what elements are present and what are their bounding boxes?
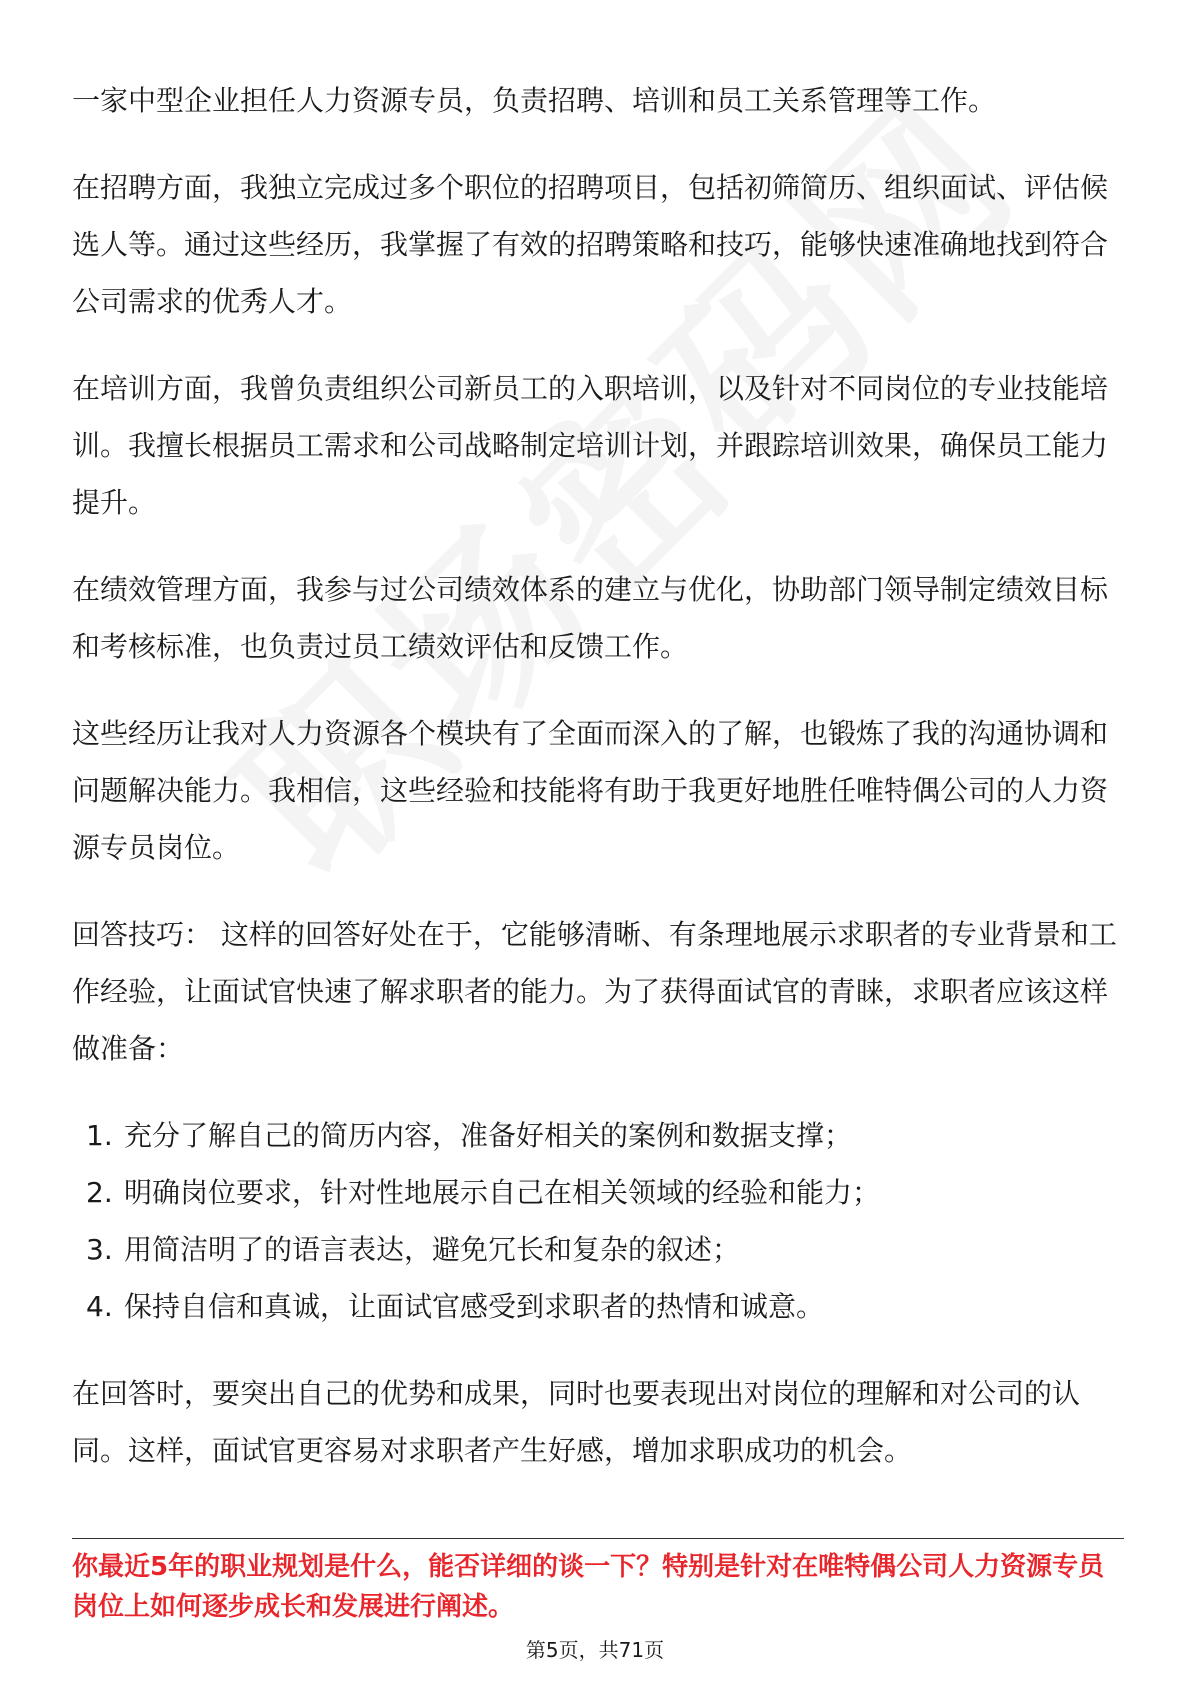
list-item [72,1221,1124,1278]
paragraph: 一家中型企业担任人力资源专员，负责招聘、培训和员工关系管理等工作。 [72,84,997,117]
list-number: 1. [86,1119,113,1152]
document-body [72,72,1124,1509]
list-text: 用简洁明了的语言表达，避免冗长和复杂的叙述； [124,1233,741,1266]
paragraph: 在培训方面，我曾负责组织公司新员工的入职培训，以及针对不同岗位的专业技能培训。我擅长根据员工需求和公司战略制定培训计划，并跟踪培训效果，确保员工能力提升。 [72,372,1109,519]
divider [72,1538,1124,1539]
list-text: 保持自信和真诚，让面试官感受到求职者的热情和诚意。 [124,1290,825,1323]
list-item [72,1107,1124,1164]
list-number: 2. [86,1176,113,1209]
list-number: 3. [86,1233,113,1266]
list-number: 4. [86,1290,113,1323]
paragraph: 在招聘方面，我独立完成过多个职位的招聘项目，包括初筛简历、组织面试、评估候选人等。通过这些经历，我掌握了有效的招聘策略和技巧，能够快速准确地找到符合公司需求的优秀人才。 [72,171,1109,318]
tips-list [72,1107,1124,1335]
paragraph: 在绩效管理方面，我参与过公司绩效体系的建立与优化，协助部门领导制定绩效目标和考核标准，也负责过员工绩效评估和反馈工作。 [72,573,1109,663]
list-item [72,1164,1124,1221]
list-item [72,1278,1124,1335]
list-text: 明确岗位要求，针对性地展示自己在相关领域的经验和能力； [124,1176,881,1209]
paragraph: 这些经历让我对人力资源各个模块有了全面而深入的了解，也锻炼了我的沟通协调和问题解决能力。我相信，这些经验和技能将有助于我更好地胜任唯特偶公司的人力资源专员岗位。 [72,717,1109,864]
next-question-heading: 你最近5年的职业规划是什么，能否详细的谈一下？特别是针对在唯特偶公司人力资源专员岗位上如何逐步成长和发展进行阐述。 [72,1552,1105,1622]
page-footer: 第5页，共71页 [525,1638,665,1662]
closing-paragraph: 在回答时，要突出自己的优势和成果，同时也要表现出对岗位的理解和对公司的认同。这样，面试官更容易对求职者产生好感，增加求职成功的机会。 [72,1377,1081,1467]
list-text: 充分了解自己的简历内容，准备好相关的案例和数据支撑； [124,1119,853,1152]
answer-tips-paragraph: 回答技巧： 这样的回答好处在于，它能够清晰、有条理地展示求职者的专业背景和工作经验，让面试官快速了解求职者的能力。为了获得面试官的青睐，求职者应该这样做准备： [72,918,1117,1065]
